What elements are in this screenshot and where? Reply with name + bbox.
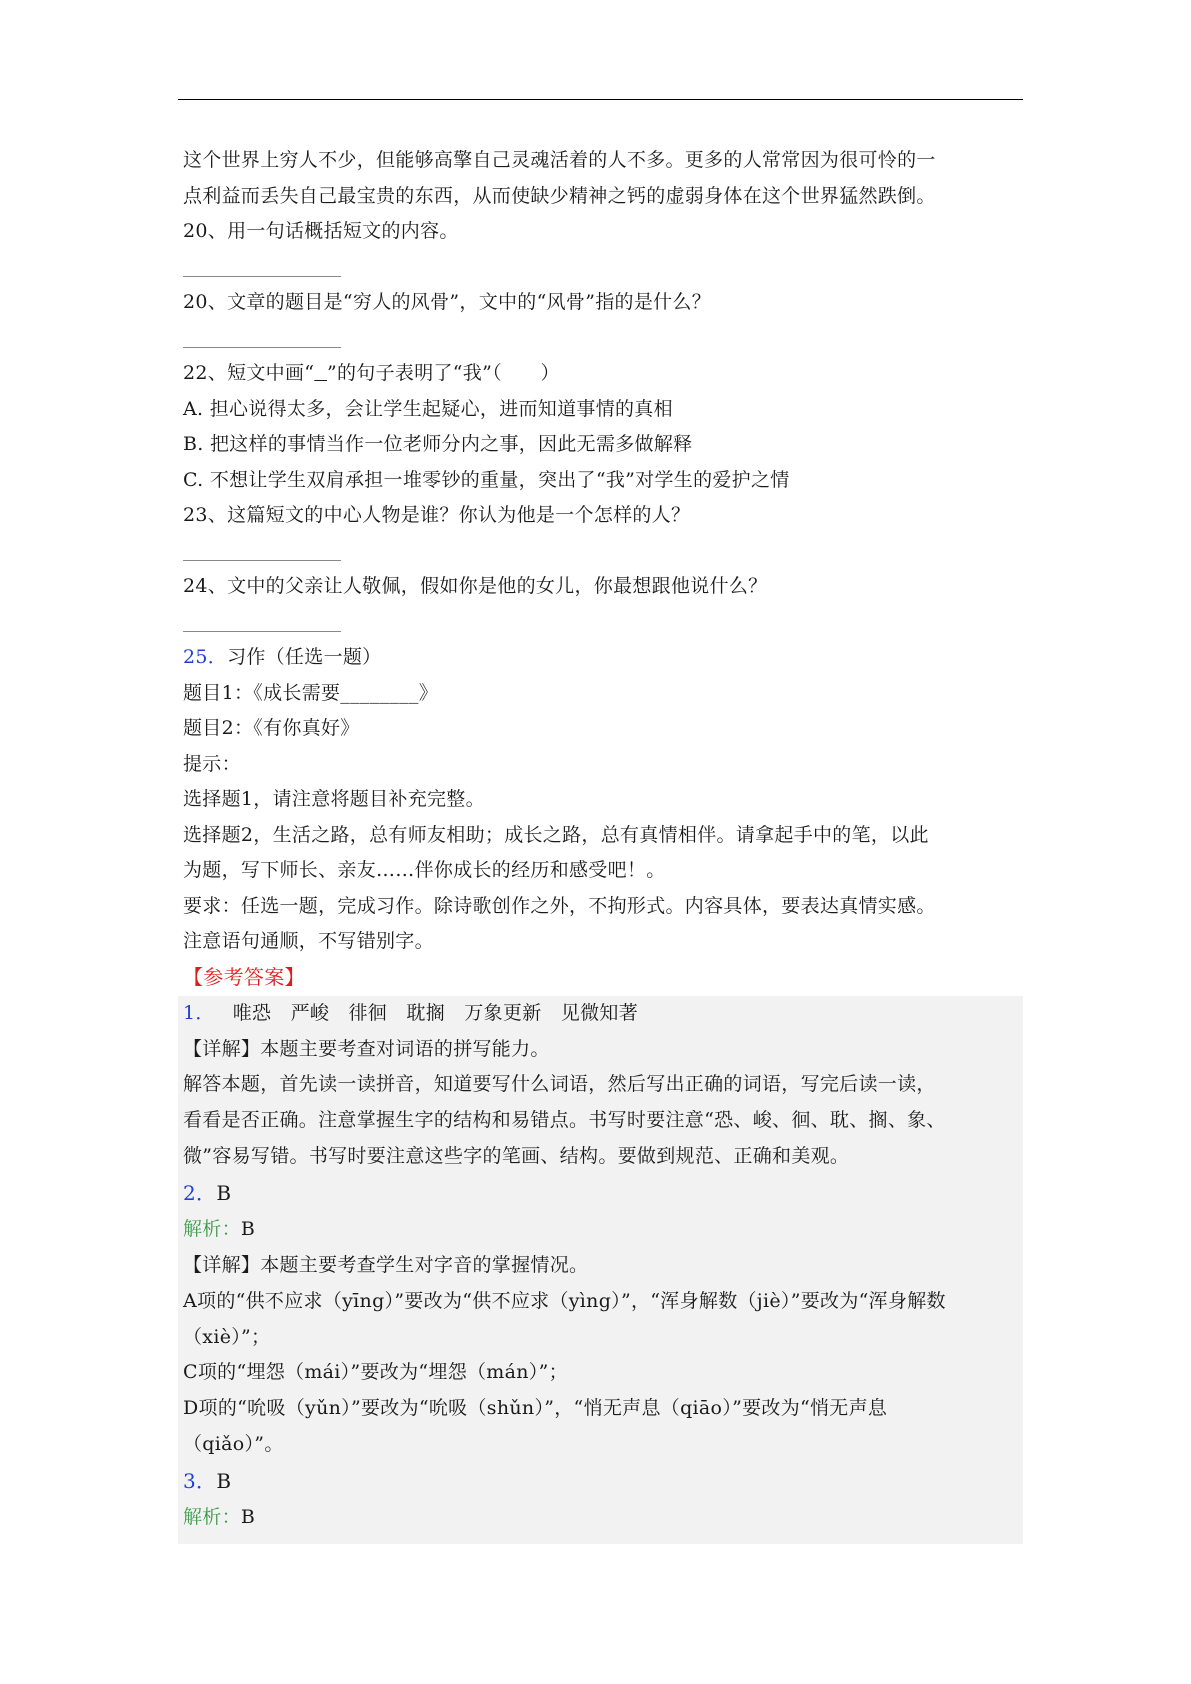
option-b: B. 把这样的事情当作一位老师分内之事，因此无需多做解释 <box>183 433 693 455</box>
underline-mark <box>314 362 327 384</box>
header-rule <box>178 99 1023 100</box>
answer-3-analysis: 解析：B <box>183 1506 256 1529</box>
answer-2-analysis: 解析：B <box>183 1218 256 1241</box>
requirement-cont: 注意语句通顺，不写错别字。 <box>183 930 434 952</box>
answer-1-exp: 解答本题，首先读一读拼音，知道要写什么词语，然后写出正确的词语，写完后读一读， <box>183 1073 936 1096</box>
answer-1-exp: 微”容易写错。书写时要注意这些字的笔画、结构。要做到规范、正确和美观。 <box>183 1144 850 1167</box>
answers-section <box>183 996 1023 1536</box>
requirement: 要求：任选一题，完成习作。除诗歌创作之外，不拘形式。内容具体，要表达真情实感。 <box>183 894 936 917</box>
answer-blank <box>183 250 1028 286</box>
question-22: 22、短文中画“ ”的句子表明了“我”（ ） <box>183 362 560 384</box>
answer-2-detail: 【详解】本题主要考查学生对字音的掌握情况。 <box>183 1254 589 1277</box>
hint-2-cont: 为题，写下师长、亲友……伴你成长的经历和感受吧！。 <box>183 859 666 881</box>
option-c: C. 不想让学生双肩承担一堆零钞的重量，突出了“我”对学生的爱护之情 <box>183 468 790 491</box>
answer-1-detail: 【详解】本题主要考查对词语的拼写能力。 <box>183 1037 550 1060</box>
passage-line: 这个世界上穷人不少，但能够高擎自己灵魂活着的人不多。更多的人常常因为很可怜的一 <box>183 149 936 171</box>
hint-label: 提示： <box>183 752 241 775</box>
answer-blank <box>183 605 1028 641</box>
questions-section <box>183 143 1028 995</box>
answer-blank <box>183 534 1028 570</box>
topic-1: 题目1：《成长需要________》 <box>183 681 438 704</box>
answer-blank <box>183 321 1028 357</box>
answer-2-a-cont: （xiè）”； <box>183 1325 271 1348</box>
answer-2-d: D项的“吮吸（yǔn）”要改为“吮吸（shǔn）”，“悄无声息（qiāo）”要改为“悄无声息 <box>183 1396 888 1419</box>
answer-2: 2．B <box>183 1181 232 1206</box>
answer-1-exp: 看看是否正确。注意掌握生字的结构和易错点。书写时要注意“恐、峻、徊、耽、搁、象、 <box>183 1109 946 1132</box>
option-a: A. 担心说得太多，会让学生起疑心，进而知道事情的真相 <box>183 397 673 420</box>
answer-header: 【参考答案】 <box>183 964 305 989</box>
passage-line: 点利益而丢失自己最宝贵的东西，从而使缺少精神之钙的虚弱身体在这个世界猛然跌倒。 <box>183 184 936 207</box>
hint-2: 选择题2，生活之路，总有师友相助；成长之路，总有真情相伴。请拿起手中的笔，以此 <box>183 823 929 846</box>
answer-2-c: C项的“埋怨（mái）”要改为“埋怨（mán）”； <box>183 1361 568 1384</box>
question-20b: 20、文章的题目是“穷人的风骨”，文中的“风骨”指的是什么？ <box>183 291 712 313</box>
answer-3: 3．B <box>183 1469 232 1494</box>
topic-2: 题目2：《有你真好》 <box>183 717 360 739</box>
composition-title: 25．习作（任选一题） <box>183 646 382 668</box>
question-20a: 20、用一句话概括短文的内容。 <box>183 220 459 242</box>
answer-1: 1． 唯恐 严峻 徘徊 耽搁 万象更新 见微知著 <box>183 1002 639 1024</box>
question-24: 24、文中的父亲让人敬佩，假如你是他的女儿，你最想跟他说什么？ <box>183 575 768 597</box>
hint-1: 选择题1，请注意将题目补充完整。 <box>183 788 485 810</box>
answer-2-d-cont: （qiǎo）”。 <box>183 1432 284 1455</box>
question-23: 23、这篇短文的中心人物是谁？你认为他是一个怎样的人？ <box>183 504 691 526</box>
answer-2-a: A项的“供不应求（yīng）”要改为“供不应求（yìng）”，“浑身解数（jiè）”要改为“浑身解数 <box>183 1289 946 1312</box>
